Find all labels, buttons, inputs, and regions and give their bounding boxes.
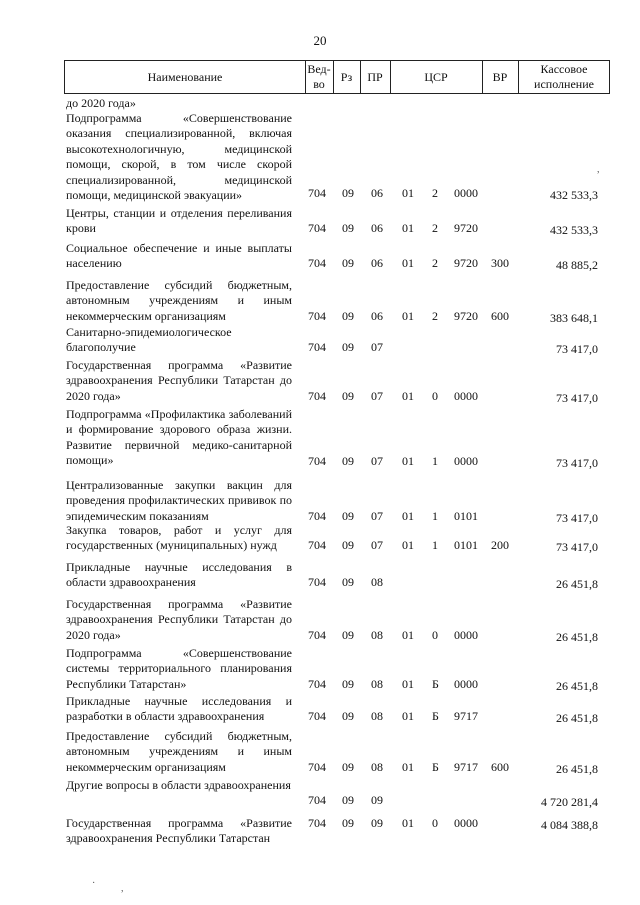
cell-amount: 432 533,3 [550, 223, 598, 237]
header-name: Наименование [147, 69, 223, 84]
cell-ved: 704 [308, 538, 326, 552]
cell-p1: 01 [402, 628, 414, 642]
cell-ved: 704 [308, 760, 326, 774]
cell-p3: 9717 [454, 709, 478, 723]
cell-pr: 08 [371, 628, 383, 642]
scan-mark: · [92, 878, 96, 889]
cell-pr: 06 [371, 309, 383, 323]
cell-rz: 09 [342, 454, 354, 468]
cell-p3: 0101 [454, 538, 478, 552]
cell-ved: 704 [308, 221, 326, 235]
cell-amount: 4 720 281,4 [541, 795, 598, 809]
cell-pr: 08 [371, 709, 383, 723]
cell-ved: 704 [308, 309, 326, 323]
cell-amount: 432 533,3 [550, 188, 598, 202]
header-amount: Кассовое исполнение [534, 62, 594, 91]
cell-vr: 600 [491, 309, 509, 323]
cell-p1: 01 [402, 256, 414, 270]
cell-pr: 09 [371, 793, 383, 807]
cell-rz: 09 [342, 186, 354, 200]
row-name: Другие вопросы в области здравоохранения [66, 778, 291, 792]
header-vr: ВР [492, 69, 508, 84]
cell-p3: 9720 [454, 221, 478, 235]
cell-p2: 0 [432, 816, 438, 830]
row-name: Централизованные закупки вакцин для проведения профилактических прививок по эпидемическим показаниям [66, 478, 292, 523]
row-name: Предоставление субсидий бюджетным, автономным учреждениям и иным некоммерческим организациям [66, 278, 292, 323]
cell-p1: 01 [402, 677, 414, 691]
continuation-text: до 2020 года» [66, 96, 136, 110]
cell-pr: 07 [371, 389, 383, 403]
cell-p1: 01 [402, 186, 414, 200]
cell-ved: 704 [308, 340, 326, 354]
cell-rz: 09 [342, 221, 354, 235]
cell-amount: 26 451,8 [556, 762, 598, 776]
scan-mark: , [121, 883, 124, 894]
scan-mark: , [597, 164, 600, 175]
cell-amount: 383 648,1 [550, 311, 598, 325]
cell-p2: 1 [432, 538, 438, 552]
cell-p1: 01 [402, 389, 414, 403]
cell-pr: 08 [371, 760, 383, 774]
cell-rz: 09 [342, 760, 354, 774]
cell-p2: 0 [432, 389, 438, 403]
cell-ved: 704 [308, 509, 326, 523]
cell-rz: 09 [342, 538, 354, 552]
cell-rz: 09 [342, 816, 354, 830]
cell-ved: 704 [308, 628, 326, 642]
cell-p2: 2 [432, 256, 438, 270]
cell-p1: 01 [402, 221, 414, 235]
cell-p1: 01 [402, 538, 414, 552]
cell-ved: 704 [308, 793, 326, 807]
cell-rz: 09 [342, 340, 354, 354]
cell-amount: 26 451,8 [556, 630, 598, 644]
cell-p3: 0000 [454, 816, 478, 830]
cell-rz: 09 [342, 389, 354, 403]
cell-ved: 704 [308, 709, 326, 723]
cell-pr: 09 [371, 816, 383, 830]
cell-p2: Б [432, 677, 439, 691]
row-name: Государственная программа «Развитие здравоохранения Республики Татарстан [66, 816, 292, 846]
cell-vr: 600 [491, 760, 509, 774]
cell-pr: 07 [371, 340, 383, 354]
row-name: Социальное обеспечение и иные выплаты населению [66, 241, 292, 271]
cell-p3: 0000 [454, 389, 478, 403]
cell-ved: 704 [308, 256, 326, 270]
row-name: Подпрограмма «Совершенствование оказания специализированной, включая высокотехнологичную, медицинской помощи, скорой, в том числе скорой специализированной, медицинской помощи, медицинской эвакуации» [66, 111, 292, 203]
row-name: Прикладные научные исследования и разработки в области здравоохранения [66, 694, 292, 724]
cell-pr: 07 [371, 509, 383, 523]
page-number: 20 [313, 33, 327, 48]
cell-p2: 2 [432, 221, 438, 235]
cell-p1: 01 [402, 816, 414, 830]
cell-amount: 26 451,8 [556, 577, 598, 591]
cell-ved: 704 [308, 575, 326, 589]
row-name: Государственная программа «Развитие здравоохранения Республики Татарстан до 2020 года» [66, 358, 292, 403]
row-name: Прикладные научные исследования в области здравоохранения [66, 560, 292, 590]
cell-p2: Б [432, 709, 439, 723]
row-name: Предоставление субсидий бюджетным, автономным учреждениям и иным некоммерческим организациям [66, 729, 292, 774]
cell-rz: 09 [342, 793, 354, 807]
cell-p3: 0000 [454, 186, 478, 200]
header-ved: Вед- во [307, 62, 331, 91]
header-rz: Рз [340, 69, 353, 84]
cell-p2: 1 [432, 454, 438, 468]
cell-ved: 704 [308, 454, 326, 468]
cell-amount: 73 417,0 [556, 342, 598, 356]
cell-vr: 200 [491, 538, 509, 552]
cell-rz: 09 [342, 575, 354, 589]
row-name: Центры, станции и отделения переливания крови [66, 206, 292, 236]
cell-p2: 2 [432, 309, 438, 323]
cell-p1: 01 [402, 309, 414, 323]
header-pr: ПР [367, 69, 383, 84]
cell-p3: 0000 [454, 677, 478, 691]
cell-ved: 704 [308, 389, 326, 403]
cell-amount: 73 417,0 [556, 511, 598, 525]
cell-amount: 48 885,2 [556, 258, 598, 272]
cell-amount: 26 451,8 [556, 711, 598, 725]
cell-rz: 09 [342, 709, 354, 723]
row-name: Закупка товаров, работ и услуг для государственных (муниципальных) нужд [66, 523, 292, 553]
cell-ved: 704 [308, 186, 326, 200]
header-csr: ЦСР [424, 69, 448, 84]
cell-amount: 26 451,8 [556, 679, 598, 693]
cell-rz: 09 [342, 628, 354, 642]
cell-rz: 09 [342, 677, 354, 691]
cell-p3: 9720 [454, 256, 478, 270]
cell-amount: 73 417,0 [556, 456, 598, 470]
cell-pr: 07 [371, 454, 383, 468]
cell-pr: 08 [371, 575, 383, 589]
cell-amount: 73 417,0 [556, 540, 598, 554]
cell-ved: 704 [308, 816, 326, 830]
cell-rz: 09 [342, 509, 354, 523]
row-name: Санитарно-эпидемиологическое благополучие [66, 325, 232, 355]
row-name: Подпрограмма «Профилактика заболеваний и формирование здорового образа жизни. Развитие первичной медико-санитарной помощи» [66, 407, 292, 468]
cell-pr: 07 [371, 538, 383, 552]
cell-p1: 01 [402, 509, 414, 523]
cell-rz: 09 [342, 256, 354, 270]
cell-p2: 2 [432, 186, 438, 200]
cell-ved: 704 [308, 677, 326, 691]
table-header [64, 60, 610, 94]
cell-p1: 01 [402, 454, 414, 468]
cell-pr: 06 [371, 221, 383, 235]
cell-p3: 9720 [454, 309, 478, 323]
row-name: Подпрограмма «Совершенствование системы территориального планирования Республики Татарстан» [66, 646, 292, 691]
cell-p3: 0000 [454, 454, 478, 468]
row-name: Государственная программа «Развитие здравоохранения Республики Татарстан до 2020 года» [66, 597, 292, 642]
cell-p1: 01 [402, 709, 414, 723]
cell-p3: 9717 [454, 760, 478, 774]
cell-pr: 06 [371, 256, 383, 270]
cell-p1: 01 [402, 760, 414, 774]
cell-p2: 1 [432, 509, 438, 523]
cell-amount: 4 084 388,8 [541, 818, 598, 832]
cell-pr: 06 [371, 186, 383, 200]
cell-rz: 09 [342, 309, 354, 323]
cell-p3: 0000 [454, 628, 478, 642]
cell-p3: 0101 [454, 509, 478, 523]
cell-amount: 73 417,0 [556, 391, 598, 405]
cell-p2: Б [432, 760, 439, 774]
cell-p2: 0 [432, 628, 438, 642]
cell-vr: 300 [491, 256, 509, 270]
cell-pr: 08 [371, 677, 383, 691]
